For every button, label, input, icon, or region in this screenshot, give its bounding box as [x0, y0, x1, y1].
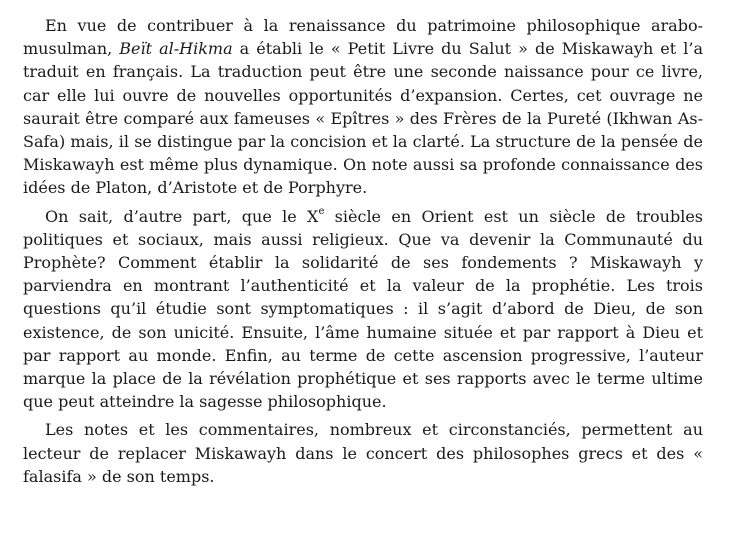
- paragraph-3-text: Les notes et les commentaires, nombreux et circonstanciés, permettent au lecteur de replacer Miskawayh dans le concert des philosophes grecs et des « falasifa » de son temps.: [23, 420, 703, 486]
- paragraph-3: [23, 418, 703, 488]
- paragraph-2-text-before: On sait, d’autre part, que le X: [45, 206, 319, 226]
- document-body: [23, 14, 703, 488]
- paragraph-2: [23, 205, 703, 414]
- paragraph-2-text-after: siècle en Orient est un siècle de troubles politiques et sociaux, mais aussi religieux. Que va devenir la Communauté du Prophète? Comment établir la solidarité de ses fondements ? Miskawayh y parviendra en montrant l’authenticité et la valeur de la prophétie. Les trois questions qu’il étudie sont symptomatiques : il s’agit d’abord de Dieu, de son existence, de son unicité. Ensuite, l’âme humaine située et par rapport à Dieu et par rapport au monde. Enfin, au terme de cette ascension progressive, l’auteur marque la place de la révélation prophétique et ses rapports avec le terme ultime que peut atteindre la sagesse philosophique.: [23, 206, 704, 412]
- paragraph-1: [23, 14, 703, 200]
- paragraph-1-text-after: a établi le « Petit Livre du Salut » de Miskawayh et l’a traduit en français. La traduction peut être une seconde naissance pour ce livre, car elle lui ouvre de nouvelles opportunités d’expansion. Certes, cet ouvrage ne saurait être comparé aux fameuses « Epîtres » des Frères de la Pureté (Ikhwan As-Safa) mais, il se distingue par la concision et la clarté. La structure de la pensée de Miskawayh est même plus dynamique. On note aussi sa profonde connaissance des idées de Platon, d’Aristote et de Porphyre.: [23, 39, 703, 198]
- paragraph-2-superscript: e: [318, 206, 325, 218]
- paragraph-1-text-before: En vue de contribuer à la renaissance du patrimoine philosophique arabo-musulman,: [23, 16, 703, 59]
- paragraph-1-italic-title: Beït al-Hikma: [119, 39, 233, 59]
